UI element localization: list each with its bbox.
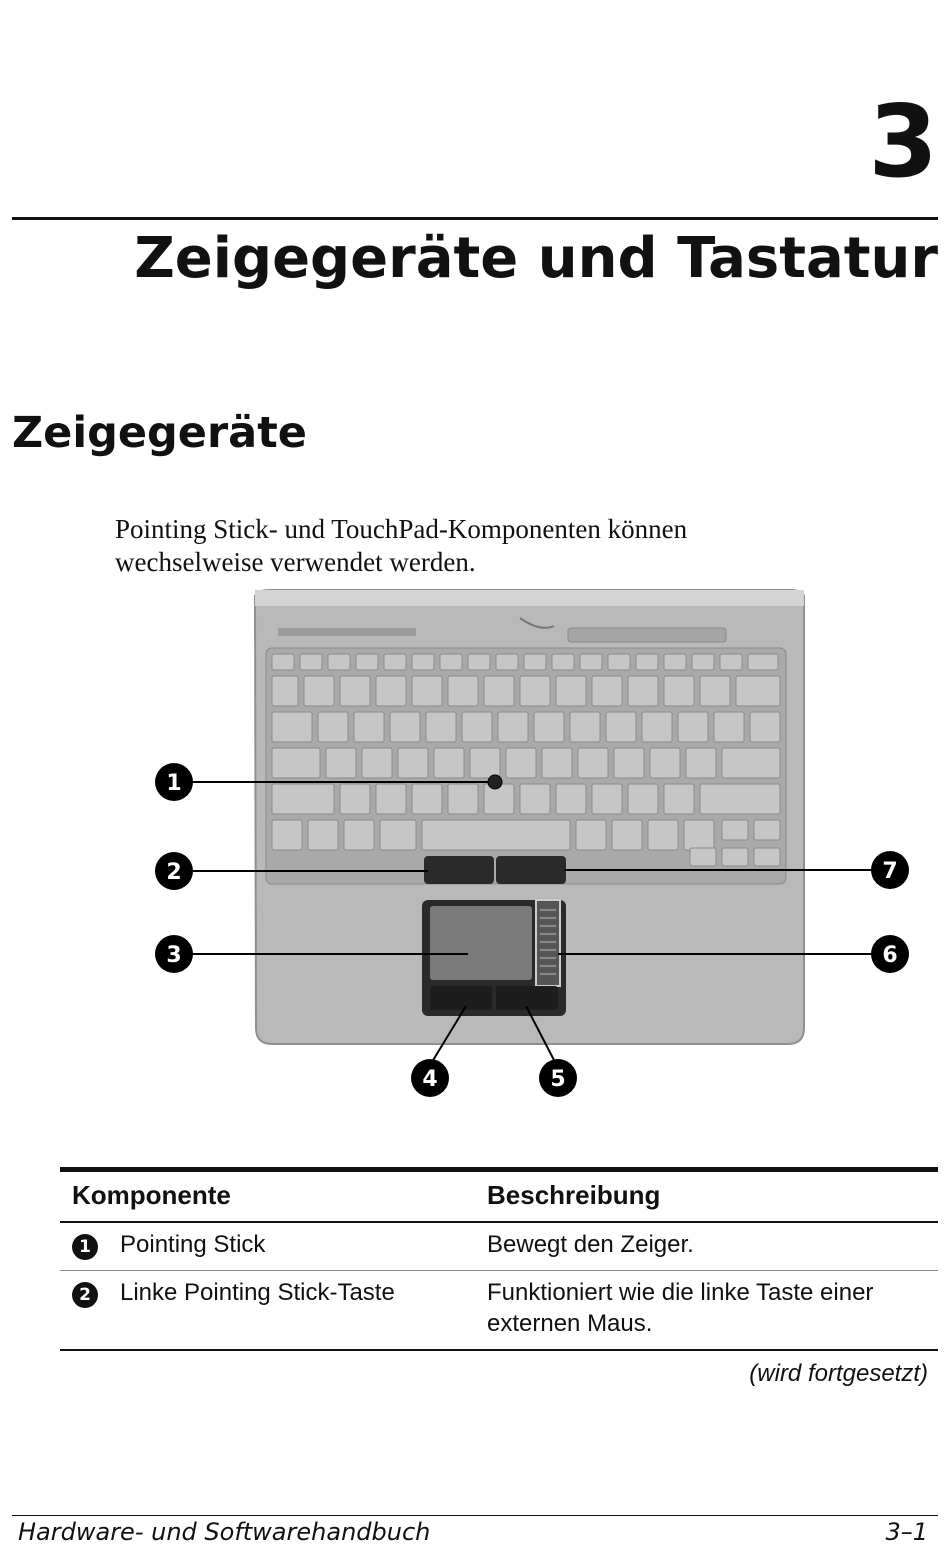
pointing-stick-left-button — [424, 856, 494, 884]
svg-text:3: 3 — [166, 943, 182, 968]
svg-text:1: 1 — [166, 771, 182, 796]
callout-1 — [155, 763, 193, 801]
row-component: Pointing Stick — [120, 1231, 266, 1258]
touchpad-left-button — [430, 986, 492, 1010]
speaker-grille — [278, 628, 416, 636]
callout-6 — [871, 935, 909, 973]
svg-text:7: 7 — [882, 859, 898, 884]
table-row — [60, 1222, 938, 1271]
callout-7 — [871, 851, 909, 889]
table-row — [60, 1271, 938, 1351]
volume-controls — [568, 628, 726, 642]
pointing-stick-right-button — [496, 856, 566, 884]
header-description: Beschreibung — [487, 1180, 661, 1210]
chapter-number: 3 — [868, 83, 936, 200]
callout-5 — [539, 1059, 577, 1097]
footer-rule — [12, 1515, 938, 1516]
footer-page-number: 3–1 — [885, 1518, 928, 1546]
callout-2 — [155, 852, 193, 890]
keyboard-figure — [150, 588, 930, 1108]
chapter-rule — [12, 217, 938, 220]
row-description: Bewegt den Zeiger. — [487, 1231, 694, 1258]
row-number-badge: 1 — [72, 1234, 98, 1260]
continued-note: (wird fortgesetzt) — [749, 1360, 928, 1387]
touchpad — [430, 906, 532, 980]
component-table — [60, 1167, 938, 1351]
pointing-stick — [488, 775, 502, 789]
table-header-row — [60, 1170, 938, 1223]
svg-text:5: 5 — [550, 1067, 566, 1092]
svg-text:6: 6 — [882, 943, 898, 968]
chapter-title: Zeigegeräte und Tastatur — [134, 226, 938, 291]
svg-text:4: 4 — [422, 1067, 438, 1092]
callout-3 — [155, 935, 193, 973]
footer-book-title: Hardware- und Softwarehandbuch — [18, 1518, 431, 1546]
callout-4 — [411, 1059, 449, 1097]
svg-text:2: 2 — [166, 860, 182, 885]
section-heading: Zeigegeräte — [12, 408, 307, 458]
header-component: Komponente — [72, 1180, 231, 1210]
intro-paragraph: Pointing Stick- und TouchPad-Komponenten können wechselweise verwendet werden. — [115, 514, 688, 577]
row-component: Linke Pointing Stick-Taste — [120, 1279, 395, 1306]
row-number-badge: 2 — [72, 1282, 98, 1308]
row-description: Funktioniert wie die linke Taste einer externen Maus. — [487, 1279, 874, 1337]
touchpad-scroll-zone — [536, 900, 560, 986]
